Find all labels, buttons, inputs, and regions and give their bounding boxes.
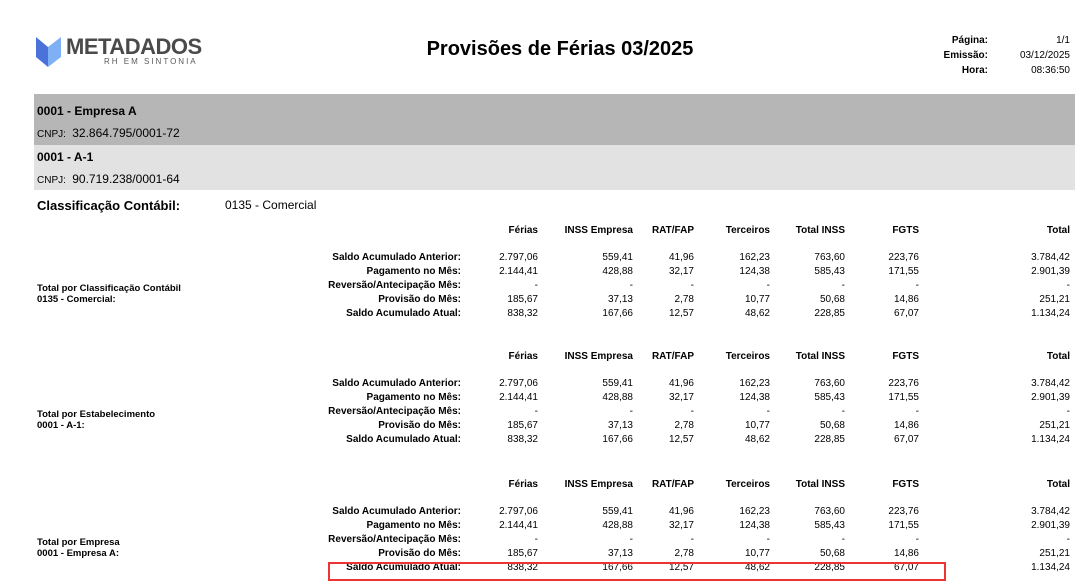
highlight-box [328,562,946,581]
row-label: Saldo Acumulado Atual: [346,562,461,573]
value-cell: 2.144,41 [499,520,538,531]
classificacao-value: 0135 - Comercial [225,198,317,212]
value-cell: 251,21 [1039,548,1070,559]
empresa-band [34,94,1075,145]
meta-label: Página: [951,35,988,46]
value-cell: 559,41 [602,378,633,389]
value-cell: 223,76 [888,506,919,517]
value-cell: 37,13 [607,548,633,559]
column-header: RAT/FAP [651,351,694,362]
value-cell: - [841,534,845,545]
value-cell: 1.134,24 [1031,308,1070,319]
value-cell: - [629,406,633,417]
row-label: Saldo Acumulado Anterior: [332,506,461,517]
value-cell: 12,57 [668,562,694,573]
value-cell: 37,13 [607,420,633,431]
value-cell: 185,67 [507,548,538,559]
group-label-code: 0001 - A-1: [37,420,85,431]
value-cell: 162,23 [739,378,770,389]
value-cell: 228,85 [814,434,845,445]
value-cell: - [766,280,770,291]
value-cell: 559,41 [602,506,633,517]
row-label: Provisão do Mês: [378,420,461,431]
logo-tagline: RH EM SINTONIA [104,57,198,66]
value-cell: 50,68 [819,294,845,305]
column-header: Total [1046,479,1070,490]
column-header: FGTS [892,351,919,362]
logo-mark-icon [34,33,64,71]
value-cell: 2.144,41 [499,266,538,277]
value-cell: 167,66 [602,434,633,445]
row-label: Saldo Acumulado Anterior: [332,378,461,389]
value-cell: 167,66 [602,562,633,573]
value-cell: 228,85 [814,308,845,319]
value-cell: 50,68 [819,548,845,559]
value-cell: 428,88 [602,392,633,403]
group-label-title: Total por Estabelecimento [37,409,156,420]
row-label: Pagamento no Mês: [366,392,461,403]
value-cell: - [690,534,694,545]
empresa-name: 0001 - Empresa A [37,104,137,118]
column-header: Terceiros [725,225,770,236]
group-label-title: Total por Classificação Contábil [37,283,181,294]
column-header: Férias [508,351,538,362]
value-cell: 763,60 [814,252,845,263]
value-cell: 162,23 [739,506,770,517]
value-cell: 2.797,06 [499,378,538,389]
cnpj-value: 32.864.795/0001-72 [72,126,180,140]
value-cell: 838,32 [507,434,538,445]
value-cell: - [690,280,694,291]
value-cell: 585,43 [814,392,845,403]
column-header: Total INSS [795,225,845,236]
group-label [37,537,120,559]
value-cell: 2,78 [674,548,694,559]
value-cell: 41,96 [668,506,694,517]
value-cell: 67,07 [893,562,919,573]
report-title: Provisões de Férias 03/2025 [426,38,694,60]
row-label: Saldo Acumulado Anterior: [332,252,461,263]
value-cell: 223,76 [888,252,919,263]
value-cell: 167,66 [602,308,633,319]
column-header: Férias [508,225,538,236]
value-cell: 428,88 [602,520,633,531]
value-cell: - [534,406,538,417]
value-cell: 50,68 [819,420,845,431]
value-cell: 1.134,24 [1031,562,1070,573]
value-cell: 41,96 [668,252,694,263]
value-cell: - [841,406,845,417]
column-header: Terceiros [725,479,770,490]
value-cell: 14,86 [893,420,919,431]
column-header: FGTS [892,225,919,236]
row-label: Reversão/Antecipação Mês: [328,280,461,291]
value-cell: 32,17 [668,266,694,277]
value-cell: - [1066,406,1070,417]
value-cell: 2.144,41 [499,392,538,403]
value-cell: 838,32 [507,308,538,319]
classificacao-label: Classificação Contábil: [37,198,181,213]
column-header: Férias [508,479,538,490]
value-cell: - [629,280,633,291]
row-label: Saldo Acumulado Atual: [346,308,461,319]
value-cell: 3.784,42 [1031,378,1070,389]
empresa-cnpj [37,126,180,140]
cnpj-label: CNPJ: [37,175,66,186]
column-header: Total [1046,351,1070,362]
row-label: Provisão do Mês: [378,294,461,305]
column-header: RAT/FAP [651,479,694,490]
value-cell: 2,78 [674,420,694,431]
value-cell: 223,76 [888,378,919,389]
value-cell: 14,86 [893,294,919,305]
value-cell: 3.784,42 [1031,506,1070,517]
column-header: INSS Empresa [564,479,633,490]
value-cell: 124,38 [739,266,770,277]
group-label [37,409,155,431]
value-cell: 171,55 [888,392,919,403]
value-cell: - [534,280,538,291]
value-cell: - [841,280,845,291]
value-cell: - [766,534,770,545]
cnpj-label: CNPJ: [37,129,66,140]
column-header: INSS Empresa [564,225,633,236]
meta-label: Emissão: [943,50,988,61]
value-cell: 10,77 [744,294,770,305]
column-header: RAT/FAP [651,225,694,236]
value-cell: 41,96 [668,378,694,389]
column-header: Total INSS [795,479,845,490]
value-cell: 228,85 [814,562,845,573]
estabelecimento-name: 0001 - A-1 [37,150,94,164]
value-cell: 185,67 [507,420,538,431]
value-cell: 10,77 [744,548,770,559]
row-label: Reversão/Antecipação Mês: [328,534,461,545]
value-cell: 2.901,39 [1031,520,1070,531]
row-label: Reversão/Antecipação Mês: [328,406,461,417]
meta-label: Hora: [961,65,988,76]
group-label-title: Total por Empresa [37,537,120,548]
group-label [37,283,181,305]
value-cell: 37,13 [607,294,633,305]
value-cell: 2,78 [674,294,694,305]
value-cell: - [915,406,919,417]
value-cell: - [534,534,538,545]
value-cell: 12,57 [668,434,694,445]
cnpj-value: 90.719.238/0001-64 [72,172,180,186]
value-cell: 124,38 [739,520,770,531]
column-header: Terceiros [725,351,770,362]
meta-value: 03/12/2025 [1019,50,1070,61]
value-cell: 838,32 [507,562,538,573]
value-cell: 48,62 [744,308,770,319]
value-cell: 10,77 [744,420,770,431]
column-header: Total [1046,225,1070,236]
value-cell: - [629,534,633,545]
value-cell: 251,21 [1039,294,1070,305]
value-cell: 162,23 [739,252,770,263]
estabelecimento-band [34,145,1075,190]
value-cell: 12,57 [668,308,694,319]
value-cell: 559,41 [602,252,633,263]
column-header: INSS Empresa [564,351,633,362]
value-cell: 585,43 [814,520,845,531]
value-cell: 67,07 [893,434,919,445]
value-cell: 1.134,24 [1031,434,1070,445]
value-cell: 14,86 [893,548,919,559]
value-cell: - [766,406,770,417]
value-cell: - [915,534,919,545]
value-cell: 763,60 [814,378,845,389]
value-cell: 48,62 [744,562,770,573]
value-cell: - [915,280,919,291]
row-label: Saldo Acumulado Atual: [346,434,461,445]
value-cell: 171,55 [888,266,919,277]
row-label: Pagamento no Mês: [366,266,461,277]
value-cell: 67,07 [893,308,919,319]
value-cell: 585,43 [814,266,845,277]
value-cell: 2.901,39 [1031,392,1070,403]
value-cell: 3.784,42 [1031,252,1070,263]
metadados-logo [34,33,204,73]
row-label: Pagamento no Mês: [366,520,461,531]
estabelecimento-cnpj [37,172,180,186]
logo-wordmark: METADADOS [66,34,202,59]
value-cell: 32,17 [668,520,694,531]
value-cell: - [1066,534,1070,545]
value-cell: 2.797,06 [499,506,538,517]
row-label: Provisão do Mês: [378,548,461,559]
value-cell: 2.901,39 [1031,266,1070,277]
group-label-code: 0135 - Comercial: [37,294,116,305]
meta-value: 08:36:50 [1031,65,1070,76]
value-cell: - [1066,280,1070,291]
column-header: FGTS [892,479,919,490]
value-cell: 32,17 [668,392,694,403]
value-cell: - [690,406,694,417]
value-cell: 48,62 [744,434,770,445]
value-cell: 428,88 [602,266,633,277]
value-cell: 171,55 [888,520,919,531]
column-header: Total INSS [795,351,845,362]
value-cell: 124,38 [739,392,770,403]
value-cell: 763,60 [814,506,845,517]
group-label-code: 0001 - Empresa A: [37,548,120,559]
value-cell: 185,67 [507,294,538,305]
value-cell: 2.797,06 [499,252,538,263]
meta-value: 1/1 [1056,35,1070,46]
value-cell: 251,21 [1039,420,1070,431]
